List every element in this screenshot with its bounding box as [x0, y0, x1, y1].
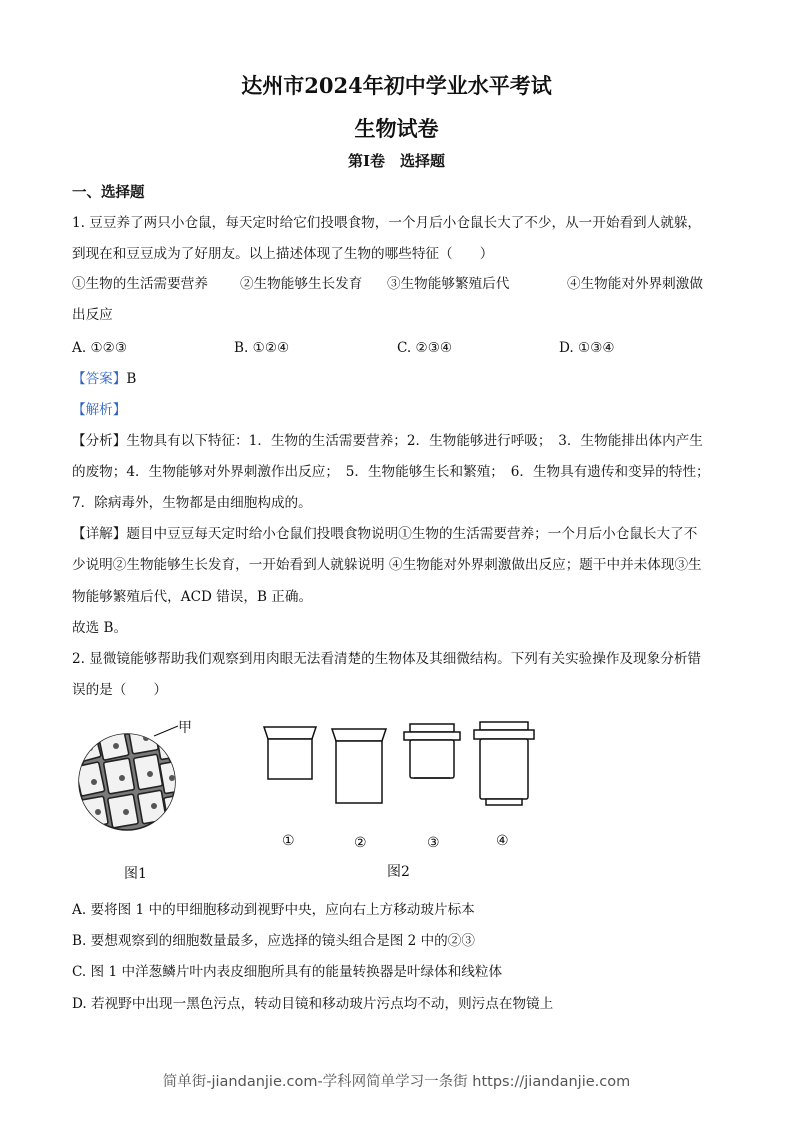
fenxi-tag: 【分析】 [72, 433, 127, 449]
q1-option-b: B. ①②④ [234, 340, 290, 356]
q1-stem-line1: 1. 豆豆养了两只小仓鼠，每天定时给它们投喂食物，一个月后小仓鼠长大了不少，从一开始看到人就躲， [72, 215, 702, 231]
q1-option-a: A. ①②③ [72, 340, 128, 356]
q1-fenxi-line1 [72, 430, 703, 452]
answer-value: B [126, 371, 137, 387]
q1-item-4: ④生物能对外界刺激做 [567, 276, 703, 292]
q1-detail-line1 [72, 523, 697, 545]
exam-title: 达州市2024年初中学业水平考试 [241, 73, 552, 98]
lens-label-2: ② [354, 835, 367, 851]
q2-option-a: A. 要将图 1 中的甲细胞移动到视野中央，应向右上方移动玻片标本 [72, 902, 475, 918]
q1-answer [72, 368, 136, 390]
q2-stem-line1: 2. 显微镜能够帮助我们观察到用肉眼无法看清楚的生物体及其细微结构。下列有关实验操作及现象分析错 [72, 651, 702, 667]
lens-1-body [268, 739, 312, 779]
lens-label-4: ④ [496, 833, 509, 849]
q1-item-2: ②生物能够生长发育 [240, 276, 363, 292]
q1-fenxi-line2: 的废物；4．生物能够对外界刺激作出反应； 5．生物能够生长和繁殖； 6．生物具有遗传和变异的特性； [72, 464, 710, 480]
lens-label-3: ③ [427, 835, 440, 851]
q1-detail-line3: 物能够繁殖后代，ACD 错误，B 正确。 [72, 589, 313, 605]
q1-item-4-cont: 出反应 [72, 307, 113, 323]
q1-option-d: D. ①③④ [559, 340, 615, 356]
q1-item-3: ③生物能够繁殖后代 [387, 276, 510, 292]
footer-watermark: 简单街-jiandanjie.com-学科网简单学习一条街 https://jiandanjie.com [162, 1074, 631, 1090]
detail-text-1: 题目中豆豆每天定时给小仓鼠们投喂食物说明①生物的生活需要营养；一个月后小仓鼠长大了不 [126, 526, 698, 542]
detail-tag: 【详解】 [72, 526, 127, 542]
q1-option-c: C. ②③④ [397, 340, 453, 356]
q1-stem-line2: 到现在和豆豆成为了好朋友。以上描述体现了生物的哪些特征（ ） [72, 246, 494, 262]
q1-detail-line2: 少说明②生物能够生长发育，一开始看到人就躲说明 ④生物能对外界刺激做出反应；题干中并未体现③生 [72, 557, 702, 573]
q2-stem-line2: 误的是（ ） [72, 682, 168, 698]
fig1-pointer-label: 甲 [178, 720, 192, 736]
lens-label-1: ① [282, 833, 295, 849]
q1-conclusion: 故选 B。 [72, 620, 128, 636]
exam-subject: 生物试卷 [354, 116, 439, 141]
figure-2-caption: 图2 [387, 864, 410, 880]
figure-1-caption: 图1 [124, 866, 147, 882]
analysis-tag: 【解析】 [72, 402, 127, 418]
q1-item-1: ①生物的生活需要营养 [72, 276, 208, 292]
q2-option-b: B. 要想观察到的细胞数量最多，应选择的镜头组合是图 2 中的②③ [72, 933, 475, 949]
lens-1-rim [264, 727, 316, 739]
answer-tag: 【答案】 [72, 371, 127, 387]
q1-fenxi-line3: 7．除病毒外，生物都是由细胞构成的。 [72, 495, 312, 511]
q2-option-d: D. 若视野中出现一黑色污点，转动目镜和移动玻片污点均不动，则污点在物镜上 [72, 996, 554, 1012]
q2-option-c: C. 图 1 中洋葱鳞片叶内表皮细胞所具有的能量转换器是叶绿体和线粒体 [72, 964, 503, 980]
fenxi-text-1: 生物具有以下特征：1．生物的生活需要营养；2．生物能够进行呼吸； 3．生物能排出体内产生 [126, 433, 703, 449]
section-heading: 一、选择题 [72, 184, 145, 201]
figure-1-cell-view [72, 708, 202, 843]
part-heading: 第Ⅰ卷 选择题 [347, 152, 446, 170]
